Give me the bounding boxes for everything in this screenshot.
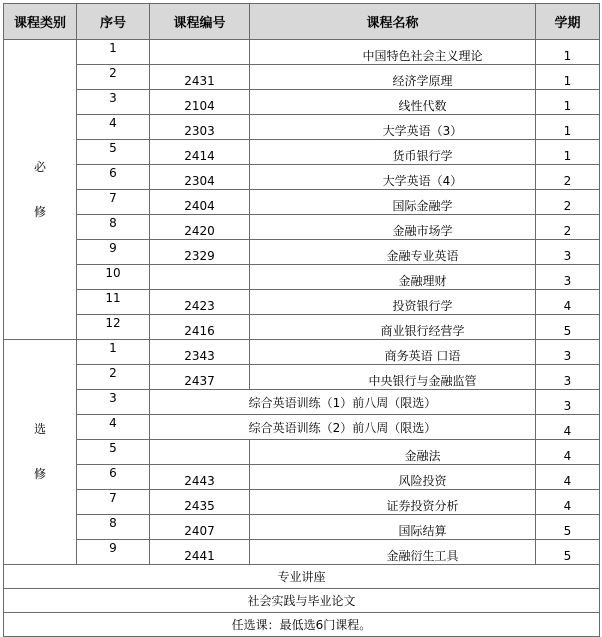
seq-cell: 3 xyxy=(77,390,150,415)
table-row xyxy=(4,190,600,215)
term-cell: 3 xyxy=(536,240,600,265)
table-row xyxy=(4,390,600,415)
table-row xyxy=(4,90,600,115)
course-name-cell: 综合英语训练（2）前八周（限选） xyxy=(150,415,536,440)
course-code-cell: 2404 xyxy=(150,190,250,215)
term-cell: 1 xyxy=(536,90,600,115)
table-row xyxy=(4,365,600,390)
course-code-cell: 2443 xyxy=(150,465,250,490)
table-row xyxy=(4,540,600,565)
course-name-cell: 金融法 xyxy=(250,440,536,465)
category-char: 必 xyxy=(33,159,46,174)
course-code-cell xyxy=(150,440,250,465)
course-code-cell: 2423 xyxy=(150,290,250,315)
course-name-cell: 商业银行经营学 xyxy=(250,315,536,340)
course-code-cell: 2407 xyxy=(150,515,250,540)
table-row xyxy=(4,440,600,465)
table-row xyxy=(4,515,600,540)
course-code-cell xyxy=(150,265,250,290)
seq-cell: 9 xyxy=(77,240,150,265)
header-seq: 序号 xyxy=(77,4,150,40)
term-cell: 5 xyxy=(536,540,600,565)
term-cell: 4 xyxy=(536,415,600,440)
table-row xyxy=(4,40,600,65)
course-name-cell: 大学英语（4） xyxy=(250,165,536,190)
table-row xyxy=(4,490,600,515)
seq-cell: 5 xyxy=(77,140,150,165)
seq-cell: 6 xyxy=(77,465,150,490)
course-name-cell: 线性代数 xyxy=(250,90,536,115)
term-cell: 1 xyxy=(536,140,600,165)
seq-cell: 7 xyxy=(77,190,150,215)
term-cell: 4 xyxy=(536,290,600,315)
course-name-cell: 金融衍生工具 xyxy=(250,540,536,565)
course-code-cell: 2343 xyxy=(150,340,250,365)
course-code-cell: 2435 xyxy=(150,490,250,515)
footer-row xyxy=(4,565,600,589)
course-code-cell: 2420 xyxy=(150,215,250,240)
footer-cell: 社会实践与毕业论文 xyxy=(4,589,600,613)
header-row xyxy=(4,4,600,40)
seq-cell: 1 xyxy=(77,40,150,65)
course-table-body xyxy=(4,40,600,637)
course-name-cell: 风险投资 xyxy=(250,465,536,490)
course-name-cell: 投资银行学 xyxy=(250,290,536,315)
term-cell: 1 xyxy=(536,65,600,90)
footer-cell: 专业讲座 xyxy=(4,565,600,589)
course-code-cell: 2416 xyxy=(150,315,250,340)
seq-cell: 7 xyxy=(77,490,150,515)
table-row xyxy=(4,315,600,340)
term-cell: 1 xyxy=(536,40,600,65)
category-char: 修 xyxy=(33,204,46,219)
course-code-cell xyxy=(150,40,250,65)
footer-row xyxy=(4,613,600,637)
term-cell: 4 xyxy=(536,465,600,490)
term-cell: 2 xyxy=(536,165,600,190)
table-row xyxy=(4,265,600,290)
term-cell: 1 xyxy=(536,115,600,140)
seq-cell: 4 xyxy=(77,115,150,140)
course-name-cell: 中央银行与金融监管 xyxy=(250,365,536,390)
course-name-cell: 货币银行学 xyxy=(250,140,536,165)
term-cell: 2 xyxy=(536,190,600,215)
header-category: 课程类别 xyxy=(4,4,77,40)
course-table xyxy=(3,3,600,637)
header-code: 课程编号 xyxy=(150,4,250,40)
term-cell: 2 xyxy=(536,215,600,240)
footer-row xyxy=(4,589,600,613)
course-code-cell: 2431 xyxy=(150,65,250,90)
term-cell: 4 xyxy=(536,490,600,515)
seq-cell: 10 xyxy=(77,265,150,290)
term-cell: 5 xyxy=(536,515,600,540)
course-code-cell: 2329 xyxy=(150,240,250,265)
term-cell: 4 xyxy=(536,440,600,465)
table-row xyxy=(4,215,600,240)
category-char: 修 xyxy=(33,467,46,481)
table-row xyxy=(4,240,600,265)
seq-cell: 4 xyxy=(77,415,150,440)
course-name-cell: 国际金融学 xyxy=(250,190,536,215)
table-row xyxy=(4,65,600,90)
table-row xyxy=(4,165,600,190)
seq-cell: 5 xyxy=(77,440,150,465)
category-cell xyxy=(4,40,77,340)
seq-cell: 2 xyxy=(77,65,150,90)
category-char: 选 xyxy=(33,422,46,436)
term-cell: 3 xyxy=(536,265,600,290)
table-row xyxy=(4,140,600,165)
footer-cell: 任选课：最低选6门课程。 xyxy=(4,613,600,637)
course-code-cell: 2304 xyxy=(150,165,250,190)
table-row xyxy=(4,290,600,315)
course-name-cell: 证券投资分析 xyxy=(250,490,536,515)
course-name-cell: 综合英语训练（1）前八周（限选） xyxy=(150,390,536,415)
seq-cell: 11 xyxy=(77,290,150,315)
table-row xyxy=(4,415,600,440)
course-code-cell: 2303 xyxy=(150,115,250,140)
term-cell: 3 xyxy=(536,365,600,390)
course-code-cell: 2414 xyxy=(150,140,250,165)
course-name-cell: 商务英语 口语 xyxy=(250,340,536,365)
seq-cell: 6 xyxy=(77,165,150,190)
course-name-cell: 中国特色社会主义理论 xyxy=(250,40,536,65)
course-name-cell: 经济学原理 xyxy=(250,65,536,90)
course-name-cell: 大学英语（3） xyxy=(250,115,536,140)
category-cell xyxy=(4,340,77,565)
course-code-cell: 2104 xyxy=(150,90,250,115)
seq-cell: 12 xyxy=(77,315,150,340)
term-cell: 3 xyxy=(536,390,600,415)
course-name-cell: 金融专业英语 xyxy=(250,240,536,265)
course-name-cell: 国际结算 xyxy=(250,515,536,540)
table-row xyxy=(4,340,600,365)
course-code-cell: 2441 xyxy=(150,540,250,565)
seq-cell: 9 xyxy=(77,540,150,565)
seq-cell: 2 xyxy=(77,365,150,390)
header-name: 课程名称 xyxy=(250,4,536,40)
seq-cell: 3 xyxy=(77,90,150,115)
course-code-cell: 2437 xyxy=(150,365,250,390)
table-row xyxy=(4,115,600,140)
term-cell: 5 xyxy=(536,315,600,340)
table-row xyxy=(4,465,600,490)
course-name-cell: 金融市场学 xyxy=(250,215,536,240)
seq-cell: 1 xyxy=(77,340,150,365)
term-cell: 3 xyxy=(536,340,600,365)
seq-cell: 8 xyxy=(77,515,150,540)
header-term: 学期 xyxy=(536,4,600,40)
course-name-cell: 金融理财 xyxy=(250,265,536,290)
seq-cell: 8 xyxy=(77,215,150,240)
